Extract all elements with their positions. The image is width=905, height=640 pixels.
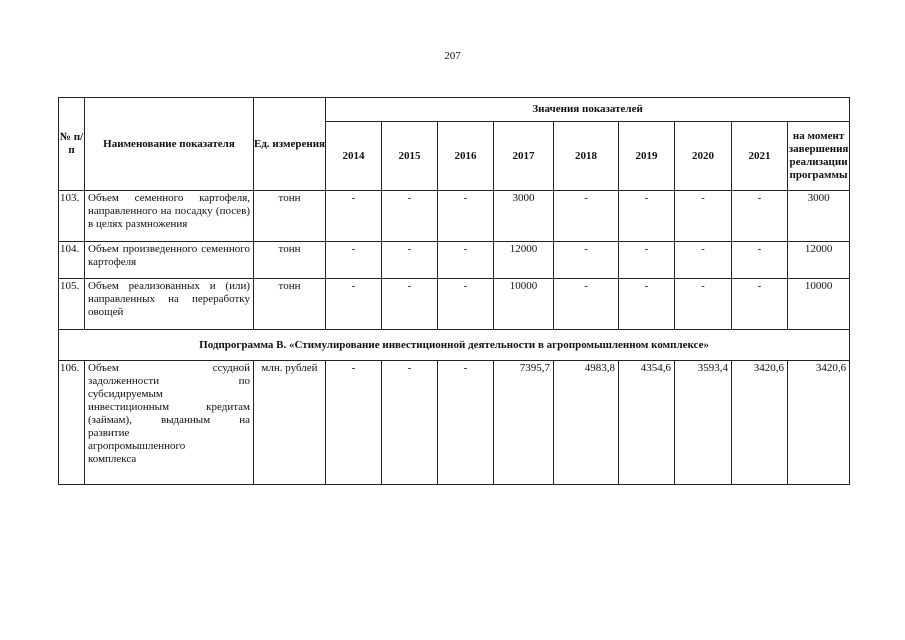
value-cell: - (732, 191, 788, 242)
value-cell: - (326, 191, 382, 242)
final-value-cell: 3420,6 (788, 361, 850, 485)
value-cell: - (382, 242, 438, 279)
value-cell: - (732, 242, 788, 279)
unit-cell: тонн (254, 279, 326, 330)
row-number: 103. (59, 191, 85, 242)
value-cell: - (619, 279, 675, 330)
unit-cell: тонн (254, 191, 326, 242)
value-cell: - (554, 191, 619, 242)
row-number: 104. (59, 242, 85, 279)
value-cell: - (619, 191, 675, 242)
value-cell: - (438, 242, 494, 279)
table-row (59, 191, 850, 242)
header-values-group: Значения показателей (326, 98, 850, 122)
value-cell: 4983,8 (554, 361, 619, 485)
unit-cell: тонн (254, 242, 326, 279)
value-cell: 3000 (494, 191, 554, 242)
indicator-name: Объем произведенного семенного картофеля (85, 242, 254, 279)
header-year: 2021 (732, 122, 788, 191)
header-name: Наименование показателя (85, 98, 254, 191)
value-cell: 4354,6 (619, 361, 675, 485)
indicator-name: Объем ссудной задолженности по субсидируемым инвестиционным кредитам (займам), выданным на развитие агропромышленного комплекса (85, 361, 254, 485)
indicators-table-wrapper (58, 97, 850, 485)
table-row (59, 279, 850, 330)
header-year: 2015 (382, 122, 438, 191)
value-cell: - (732, 279, 788, 330)
value-cell: 10000 (494, 279, 554, 330)
header-year: 2018 (554, 122, 619, 191)
header-num: № п/п (59, 98, 85, 191)
row-number: 105. (59, 279, 85, 330)
value-cell: - (554, 242, 619, 279)
value-cell: - (438, 361, 494, 485)
table-row (59, 361, 850, 485)
row-number: 106. (59, 361, 85, 485)
indicator-name: Объем реализованных и (или) направленных на переработку овощей (85, 279, 254, 330)
header-year: 2017 (494, 122, 554, 191)
unit-cell: млн. рублей (254, 361, 326, 485)
value-cell: 3593,4 (675, 361, 732, 485)
value-cell: - (554, 279, 619, 330)
header-final: на момент завершения реализации программы (788, 122, 850, 191)
table-row (59, 242, 850, 279)
subprogram-row (59, 330, 850, 361)
header-year: 2019 (619, 122, 675, 191)
value-cell: - (382, 191, 438, 242)
final-value-cell: 10000 (788, 279, 850, 330)
final-value-cell: 12000 (788, 242, 850, 279)
value-cell: - (438, 279, 494, 330)
header-year: 2014 (326, 122, 382, 191)
value-cell: 7395,7 (494, 361, 554, 485)
value-cell: - (675, 279, 732, 330)
value-cell: - (619, 242, 675, 279)
header-year: 2016 (438, 122, 494, 191)
indicator-name: Объем семенного картофеля, направленного на посадку (посев) в целях размножения (85, 191, 254, 242)
value-cell: - (438, 191, 494, 242)
value-cell: 12000 (494, 242, 554, 279)
page-number: 207 (444, 50, 461, 62)
header-year: 2020 (675, 122, 732, 191)
header-unit: Ед. измерения (254, 98, 326, 191)
header-row-group (59, 98, 850, 122)
value-cell: - (382, 361, 438, 485)
final-value-cell: 3000 (788, 191, 850, 242)
value-cell: - (326, 279, 382, 330)
value-cell: - (326, 361, 382, 485)
value-cell: - (382, 279, 438, 330)
indicators-table (58, 97, 850, 485)
value-cell: - (675, 191, 732, 242)
value-cell: - (326, 242, 382, 279)
subprogram-title: Подпрограмма В. «Стимулирование инвестиционной деятельности в агропромышленном комплексе» (59, 330, 850, 361)
value-cell: 3420,6 (732, 361, 788, 485)
value-cell: - (675, 242, 732, 279)
